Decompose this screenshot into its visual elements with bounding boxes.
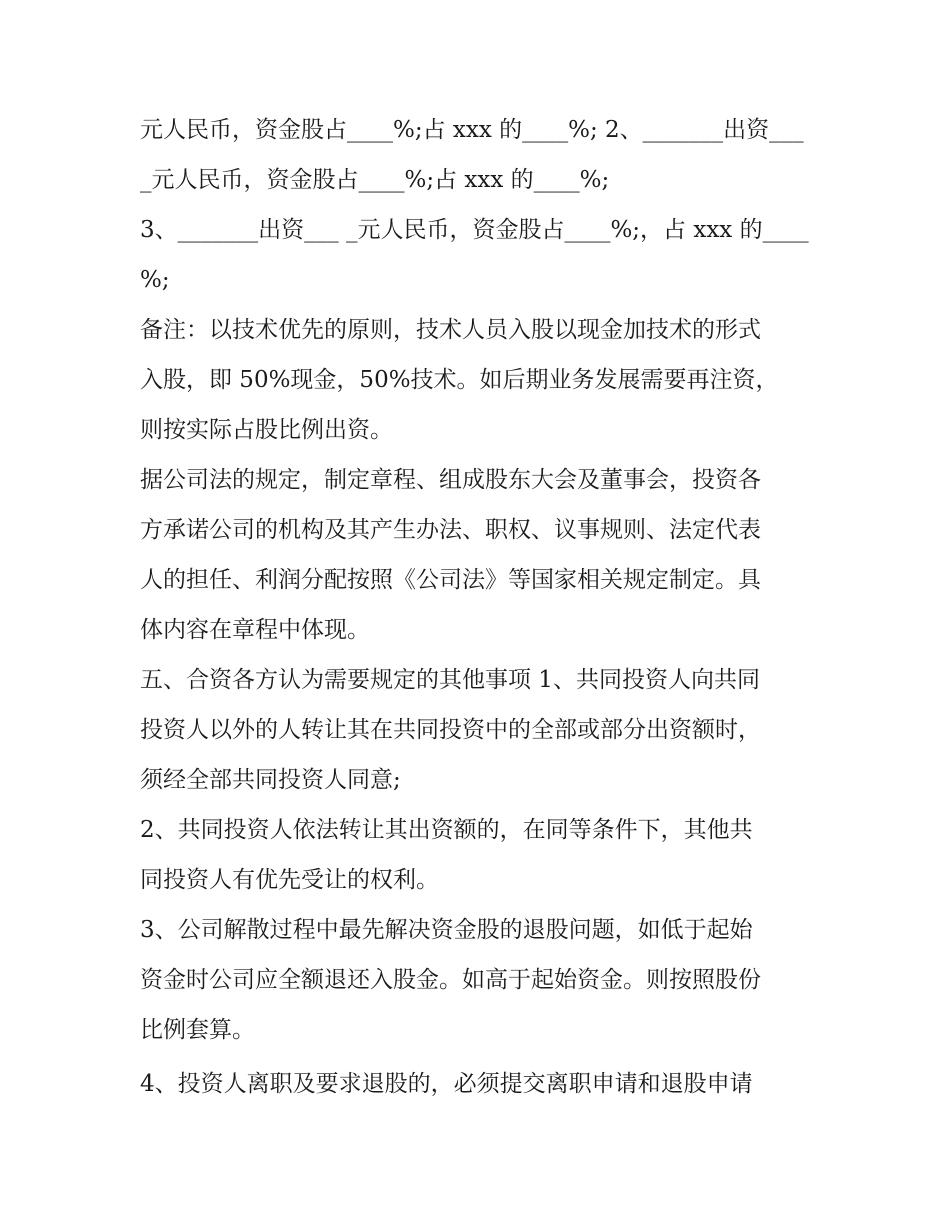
text-line: 2、共同投资人依法转让其出资额的，在同等条件下，其他共 xyxy=(140,817,753,843)
text-line: 人的担任、利润分配按照《公司法》等国家相关规定制定。具 xyxy=(140,567,761,593)
document-body xyxy=(140,105,820,1109)
text-line: 方承诺公司的机构及其产生办法、职权、议事规则、法定代表 xyxy=(140,517,761,543)
text-line: 资金时公司应全额退还入股金。如高于起始资金。则按照股份 xyxy=(140,967,761,993)
text-line: 体内容在章程中体现。 xyxy=(140,617,370,643)
text-line: 比例套算。 xyxy=(140,1017,255,1043)
text-line: %; xyxy=(140,267,170,293)
text-line: 须经全部共同投资人同意; xyxy=(140,767,401,793)
text-line: 3、公司解散过程中最先解决资金股的退股问题，如低于起始 xyxy=(140,917,753,943)
text-line: 备注：以技术优先的原则，技术人员入股以现金加技术的形式 xyxy=(140,317,761,343)
text-line: 元人民币，资金股占____%;占 xxx 的____%; 2、_______出资___ xyxy=(140,117,804,143)
text-line: 入股，即 50%现金，50%技术。如后期业务发展需要再注资， xyxy=(140,367,779,393)
text-line: 则按实际占股比例出资。 xyxy=(140,417,393,443)
text-line: _元人民币，资金股占____%;占 xxx 的____%; xyxy=(140,167,610,193)
text-line: 投资人以外的人转让其在共同投资中的全部或部分出资额时， xyxy=(140,717,761,743)
text-line: 4、投资人离职及要求退股的，必须提交离职申请和退股申请 xyxy=(140,1071,753,1097)
text-line: 五、合资各方认为需要规定的其他事项 1、共同投资人向共同 xyxy=(140,667,760,693)
text-line: 同投资人有优先受让的权利。 xyxy=(140,867,439,893)
text-line: 据公司法的规定，制定章程、组成股东大会及董事会，投资各 xyxy=(140,467,761,493)
text-line: 3、_______出资___ _元人民币，资金股占____%;，占 xxx 的____ xyxy=(140,217,809,243)
